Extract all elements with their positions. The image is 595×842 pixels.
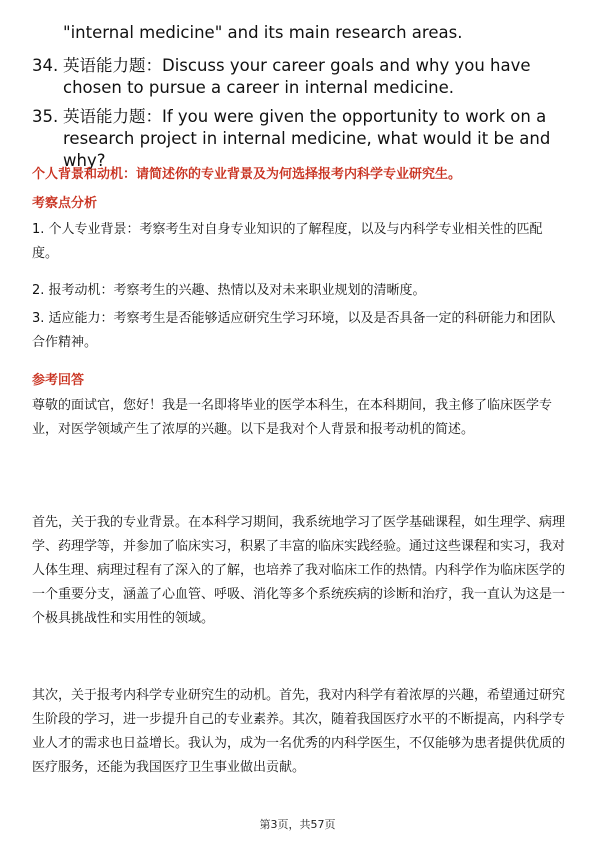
answer-paragraph: 首先，关于我的专业背景。在本科学习期间，我系统地学习了医学基础课程，如生理学、病理学、药理学等，并参加了临床实习，积累了丰富的临床实践经验。通过这些课程和实习，我对人体生理、病理过程有了深入的了解，也培养了我对临床工作的热情。内科学作为临床医学的一个重要分支，涵盖了心血管、呼吸、消化等多个系统疾病的诊断和治疗，我一直认为这是一个极具挑战性和实用性的领域。 (32, 515, 566, 626)
analysis-item: 3. 适应能力：考察考生是否能够适应研究生学习环境，以及是否具备一定的科研能力和团队合作精神。 (32, 311, 556, 350)
question-text: 英语能力题：Discuss your career goals and why you have chosen to pursue a career in internal medicine. (63, 56, 531, 97)
answer-label: 参考回答 (32, 373, 85, 388)
page-footer: 第3页，共57页 (259, 818, 336, 831)
question-number: 34. (32, 56, 59, 75)
question-number: 35. (32, 107, 59, 126)
analysis-item: 1. 个人专业背景：考察考生对自身专业知识的了解程度，以及与内科学专业相关性的匹配度。 (32, 222, 543, 261)
analysis-item: 2. 报考动机：考察考生的兴趣、热情以及对未来职业规划的清晰度。 (32, 283, 426, 298)
question-34 (32, 55, 572, 99)
question-text: 英语能力题：If you were given the opportunity to work on a research project in internal medicine, what would it be and why? (63, 107, 551, 170)
question-35 (32, 106, 572, 172)
question-heading: 个人背景和动机：请简述你的专业背景及为何选择报考内科学专业研究生。 (32, 167, 462, 182)
question-continuation: "internal medicine" and its main research areas. (63, 23, 463, 42)
answer-paragraph: 尊敬的面试官，您好！我是一名即将毕业的医学本科生，在本科期间，我主修了临床医学专业，对医学领域产生了浓厚的兴趣。以下是我对个人背景和报考动机的简述。 (32, 398, 553, 437)
answer-paragraph: 其次，关于报考内科学专业研究生的动机。首先，我对内科学有着浓厚的兴趣，希望通过研究生阶段的学习，进一步提升自己的专业素养。其次，随着我国医疗水平的不断提高，内科学专业人才的需求也日益增长。我认为，成为一名优秀的内科学医生，不仅能够为患者提供优质的医疗服务，还能为我国医疗卫生事业做出贡献。 (32, 688, 566, 775)
analysis-label: 考察点分析 (32, 196, 98, 211)
